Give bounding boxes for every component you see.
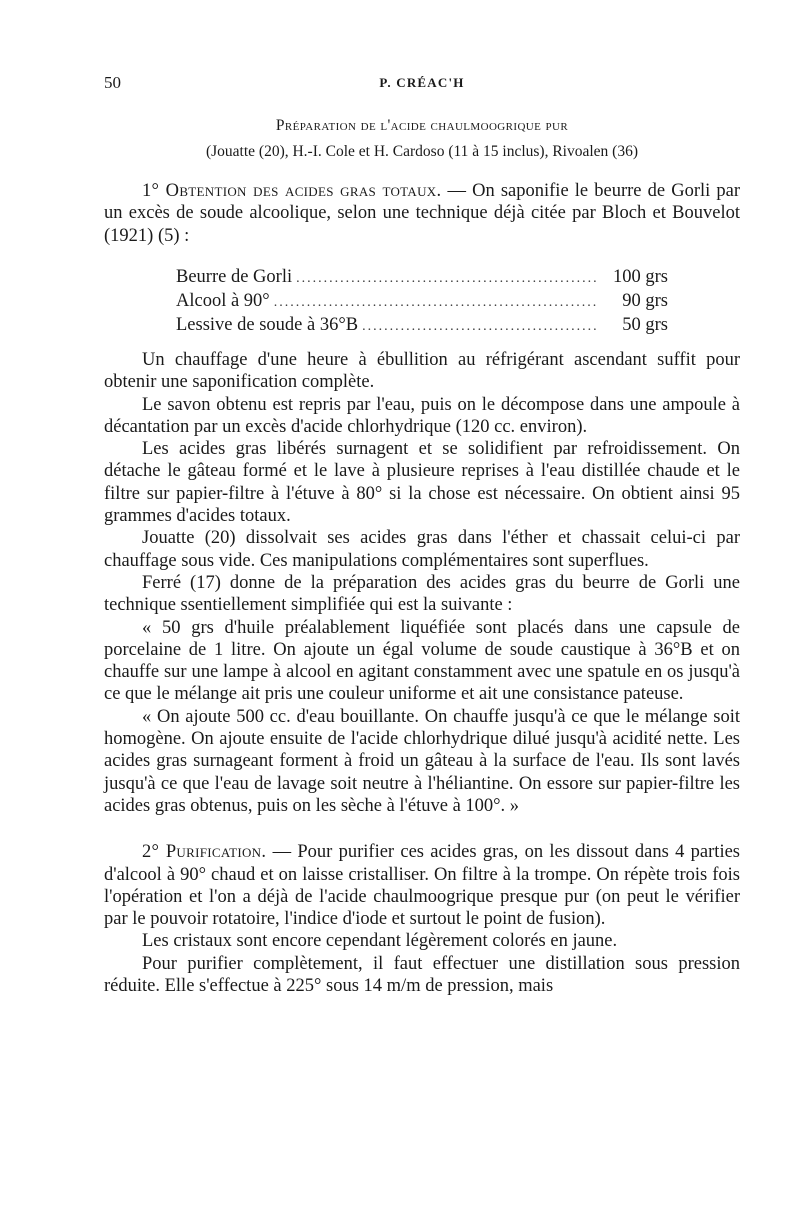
- paragraph: Le savon obtenu est repris par l'eau, puis on le décompose dans une ampoule à décantation par un excès d'acide chlorhydrique (120 cc. environ).: [104, 394, 740, 437]
- leader-dots: [362, 319, 598, 335]
- page-header: [104, 73, 740, 97]
- part1-intro-text: — On saponifie le beurre de Gorli par un excès de soude alcoolique, selon une technique déjà citée par Bloch et Bouvelot (1921) (5) :: [104, 181, 740, 246]
- paragraph: Jouatte (20) dissolvait ses acides gras dans l'éther et chassait celui-ci par chauffage sous vide. Ces manipulations complémentaires sont superflues.: [104, 528, 740, 571]
- recipe-ingredient: Lessive de soude à 36°B: [176, 315, 359, 335]
- recipe-table: [176, 267, 668, 339]
- paragraph: Ferré (17) donne de la préparation des acides gras du beurre de Gorli une technique ssentiellement simplifiée qui est la suivante :: [104, 572, 740, 616]
- recipe-row: [176, 315, 668, 339]
- quoted-paragraph: « 50 grs d'huile préalablement liquéfiée sont placés dans une capsule de porcelaine de 1 litre. On ajoute un égal volume de soude caustique à 36°B et on chauffe sur une lampe à alcool en agitant constamment avec une spatule en os jusqu'à ce que le mélange ait pris une couleur uniforme et ait une consistance pateuse.: [104, 617, 740, 705]
- paragraph: Les acides gras libérés surnagent et se solidifient par refroidissement. On détache le gâteau formé et le lave à plusieure reprises à l'eau distillée chaude et le filtre sur papier-filtre à l'étuve à 80° si la chose est nécessaire. On obtient ainsi 95 grammes d'acides totaux.: [104, 439, 740, 527]
- recipe-quantity: 50 grs: [622, 315, 668, 335]
- part1-heading: 1° Obtention des acides gras totaux.: [142, 181, 442, 201]
- section-title: Préparation de l'acide chaulmoogrique pur: [275, 117, 569, 134]
- recipe-quantity: 90 grs: [622, 291, 668, 311]
- part2-intro-paragraph: [104, 841, 740, 930]
- recipe-row: [176, 291, 668, 315]
- recipe-quantity: 100 grs: [613, 267, 668, 287]
- part2-intro-text: — Pour purifier ces acides gras, on les dissout dans 4 parties d'alcool à 90° chaud et on laisse cristalliser. On filtre à la trompe. On répète trois fois l'opération et l'on a déjà de l'acide chaulmoogrique presque pur (on peut le vérifier par le pouvoir rotatoire, l'indice d'iode et surtout le point de fusion).: [104, 842, 740, 930]
- running-head: P. CRÉAC'H: [379, 75, 465, 90]
- recipe-ingredient: Beurre de Gorli: [176, 267, 293, 287]
- paragraph: Les cristaux sont encore cependant légèrement colorés en jaune.: [142, 931, 618, 952]
- main-text-block: [104, 349, 740, 997]
- paragraph: Un chauffage d'une heure à ébullition au réfrigérant ascendant suffit pour obtenir une saponification complète.: [104, 350, 740, 393]
- part1-intro-paragraph: [104, 180, 740, 247]
- section-references: (Jouatte (20), H.-I. Cole et H. Cardoso (11 à 15 inclus), Rivoalen (36): [205, 143, 639, 160]
- quoted-paragraph: « On ajoute 500 cc. d'eau bouillante. On chauffe jusqu'à ce que le mélange soit homogène. On ajoute ensuite de l'acide chlorhydrique dilué jusqu'à acidité nette. Les acides gras surnageant forment à froid un gâteau à la surface de l'eau. Ils sont lavés jusqu'à ce que l'eau de lavage soit neutre à l'héliantine. On essore sur papier-filtre les acides gras obtenus, puis on les sèche à l'étuve à 100°. »: [104, 706, 740, 816]
- page-number: 50: [104, 73, 121, 92]
- paragraph: Pour purifier complètement, il faut effectuer une distillation sous pression réduite. Elle s'effectue à 225° sous 14 m/m de pression, mais: [104, 953, 740, 997]
- leader-dots: [274, 295, 598, 311]
- part1-intro-block: [104, 180, 740, 247]
- recipe-row: [176, 267, 668, 291]
- part2-heading: 2° Purification.: [142, 842, 267, 863]
- leader-dots: [296, 271, 598, 287]
- recipe-ingredient: Alcool à 90°: [176, 291, 270, 311]
